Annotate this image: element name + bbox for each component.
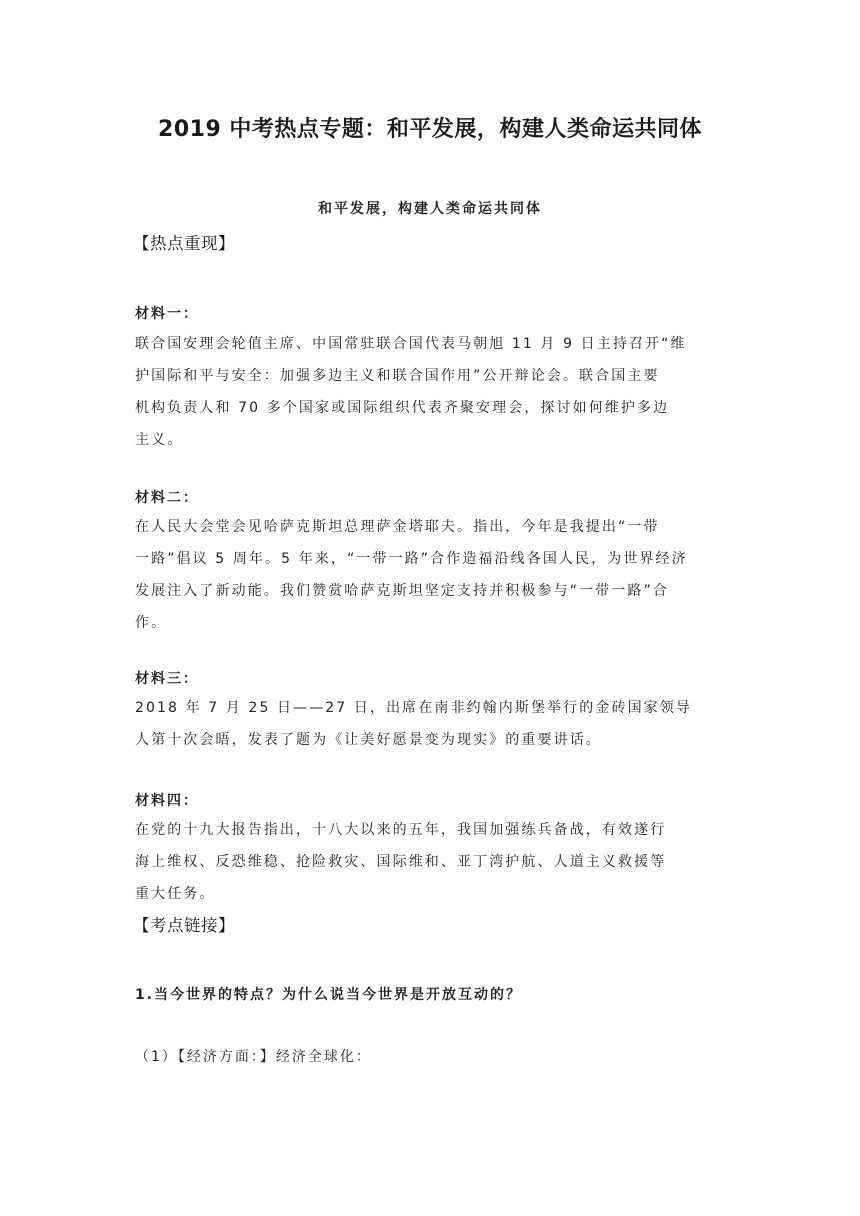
paragraph-line: 联合国安理会轮值主席、中国常驻联合国代表马朝旭 11 月 9 日主持召开“维 — [135, 336, 687, 352]
paragraph-line: 人第十次会晤，发表了题为《让美好愿景变为现实》的重要讲话。 — [135, 732, 602, 748]
paragraph-line: 在人民大会堂会见哈萨克斯坦总理萨金塔耶夫。指出，今年是我提出“一带 — [135, 519, 660, 535]
section-heading-links: 【考点链接】 — [133, 916, 235, 935]
question-heading: 1.当今世界的特点？为什么说当今世界是开放互动的？ — [135, 987, 523, 1003]
paragraph-line: 一路”倡议 5 周年。5 年来，“一带一路”合作造福沿线各国人民，为世界经济 — [135, 551, 688, 567]
material-paragraph — [135, 511, 727, 639]
paragraph-line: 主义。 — [135, 432, 184, 448]
paragraph-line: 发展注入了新动能。我们赞赏哈萨克斯坦坚定支持并积极参与“一带一路”合 — [135, 583, 669, 599]
paragraph-line: 海上维权、反恐维稳、抢险救灾、国际维和、亚丁湾护航、人道主义救援等 — [135, 854, 667, 870]
paragraph-line: 重大任务。 — [135, 886, 216, 902]
material-label: 材料三： — [135, 671, 199, 687]
material-label: 材料二： — [135, 490, 199, 506]
document-subtitle: 和平发展，构建人类命运共同体 — [318, 201, 542, 217]
material-paragraph — [135, 692, 727, 756]
paragraph-line: 作。 — [135, 615, 168, 631]
paragraph-line: 2018 年 7 月 25 日——27 日，出席在南非约翰内斯堡举行的金砖国家领导 — [135, 700, 692, 716]
subquestion-text: （1）【经济方面：】经济全球化： — [135, 1049, 372, 1065]
document-title: 2019 中考热点专题：和平发展，构建人类命运共同体 — [158, 117, 702, 142]
material-label: 材料四： — [135, 793, 199, 809]
section-heading-hotspot: 【热点重现】 — [133, 234, 235, 253]
material-paragraph — [135, 814, 727, 910]
paragraph-line: 在党的十九大报告指出，十八大以来的五年，我国加强练兵备战，有效遂行 — [135, 822, 667, 838]
material-paragraph — [135, 328, 727, 456]
material-label: 材料一： — [135, 306, 199, 322]
paragraph-line: 机构负责人和 70 多个国家或国际组织代表齐聚安理会，探讨如何维护多边 — [135, 400, 670, 416]
paragraph-line: 护国际和平与安全：加强多边主义和联合国作用”公开辩论会。联合国主要 — [135, 368, 660, 384]
